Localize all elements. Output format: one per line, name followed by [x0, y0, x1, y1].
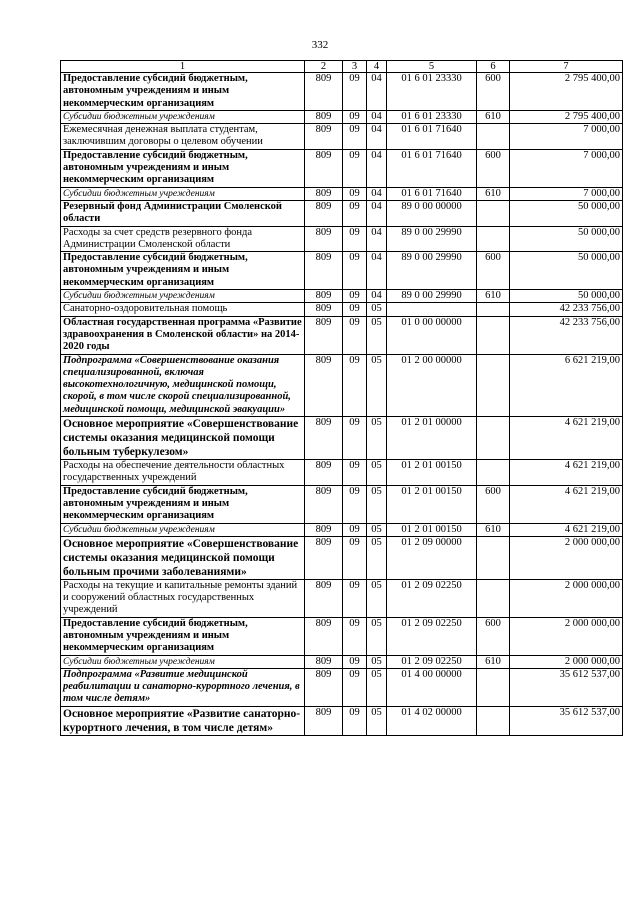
table-row — [61, 460, 623, 486]
row-col7-cell: 4 621 219,00 — [510, 485, 623, 523]
row-name-cell: Предоставление субсидий бюджетным, автономным учреждениям и иным некоммерческим организациям — [61, 252, 305, 290]
row-col6-cell: 600 — [477, 485, 510, 523]
row-col4-cell: 04 — [367, 124, 387, 150]
row-col2-cell: 809 — [305, 354, 343, 416]
row-col3-cell: 09 — [343, 226, 367, 252]
row-col7-cell: 2 000 000,00 — [510, 579, 623, 617]
row-col6-cell — [477, 417, 510, 460]
row-col2-cell: 809 — [305, 73, 343, 111]
row-col2-cell: 809 — [305, 303, 343, 316]
row-col6-cell: 600 — [477, 149, 510, 187]
row-col6-cell — [477, 354, 510, 416]
table-row — [61, 536, 623, 579]
row-col6-cell — [477, 316, 510, 354]
table-row — [61, 579, 623, 617]
table-row — [61, 655, 623, 668]
row-col2-cell: 809 — [305, 417, 343, 460]
row-col4-cell: 05 — [367, 706, 387, 735]
row-name-cell: Расходы за счет средств резервного фонда Администрации Смоленской области — [61, 226, 305, 252]
row-col6-cell: 600 — [477, 252, 510, 290]
table-row — [61, 316, 623, 354]
column-header: 2 — [305, 61, 343, 73]
row-col2-cell: 809 — [305, 668, 343, 706]
row-col2-cell: 809 — [305, 290, 343, 303]
row-col4-cell: 05 — [367, 460, 387, 486]
row-col4-cell: 04 — [367, 290, 387, 303]
row-col5-cell: 01 2 01 00150 — [387, 523, 477, 536]
table-row — [61, 124, 623, 150]
table-row — [61, 303, 623, 316]
row-col7-cell: 2 795 400,00 — [510, 73, 623, 111]
row-name-cell: Санаторно-оздоровительная помощь — [61, 303, 305, 316]
row-col5-cell: 01 2 01 00150 — [387, 485, 477, 523]
row-col2-cell: 809 — [305, 252, 343, 290]
row-name-cell: Расходы на текущие и капитальные ремонты зданий и сооружений областных государственных учреждений — [61, 579, 305, 617]
row-col6-cell — [477, 706, 510, 735]
row-col7-cell: 4 621 219,00 — [510, 460, 623, 486]
row-col5-cell: 01 6 01 71640 — [387, 124, 477, 150]
row-col7-cell: 42 233 756,00 — [510, 303, 623, 316]
row-col4-cell: 05 — [367, 523, 387, 536]
row-col7-cell: 2 000 000,00 — [510, 536, 623, 579]
row-col5-cell: 01 2 01 00150 — [387, 460, 477, 486]
row-col7-cell: 2 795 400,00 — [510, 110, 623, 123]
row-col3-cell: 09 — [343, 316, 367, 354]
row-col4-cell: 04 — [367, 73, 387, 111]
row-name-cell: Основное мероприятие «Совершенствование системы оказания медицинской помощи больным прочими заболеваниями» — [61, 536, 305, 579]
row-col7-cell: 50 000,00 — [510, 252, 623, 290]
row-col5-cell: 89 0 00 00000 — [387, 200, 477, 226]
row-col5-cell — [387, 303, 477, 316]
table-row — [61, 110, 623, 123]
table-row — [61, 417, 623, 460]
row-col4-cell: 05 — [367, 303, 387, 316]
row-name-cell: Основное мероприятие «Совершенствование системы оказания медицинской помощи больным туберкулезом» — [61, 417, 305, 460]
row-col3-cell: 09 — [343, 485, 367, 523]
row-col7-cell: 4 621 219,00 — [510, 417, 623, 460]
row-col4-cell: 05 — [367, 316, 387, 354]
row-col3-cell: 09 — [343, 579, 367, 617]
row-col2-cell: 809 — [305, 149, 343, 187]
row-col4-cell: 04 — [367, 149, 387, 187]
row-col6-cell — [477, 124, 510, 150]
row-col6-cell — [477, 226, 510, 252]
row-col6-cell: 610 — [477, 110, 510, 123]
row-col2-cell: 809 — [305, 579, 343, 617]
row-col2-cell: 809 — [305, 226, 343, 252]
row-col2-cell: 809 — [305, 110, 343, 123]
row-col7-cell: 2 000 000,00 — [510, 617, 623, 655]
row-col2-cell: 809 — [305, 655, 343, 668]
row-name-cell: Субсидии бюджетным учреждениям — [61, 523, 305, 536]
row-col7-cell: 4 621 219,00 — [510, 523, 623, 536]
row-col5-cell: 01 6 01 71640 — [387, 149, 477, 187]
row-col4-cell: 04 — [367, 110, 387, 123]
table-row — [61, 485, 623, 523]
row-col2-cell: 809 — [305, 523, 343, 536]
table-row — [61, 149, 623, 187]
row-name-cell: Расходы на обеспечение деятельности областных государственных учреждений — [61, 460, 305, 486]
row-col3-cell: 09 — [343, 668, 367, 706]
page-number: 332 — [311, 39, 329, 51]
table-row — [61, 187, 623, 200]
row-name-cell: Субсидии бюджетным учреждениям — [61, 110, 305, 123]
row-col6-cell: 600 — [477, 73, 510, 111]
row-col3-cell: 09 — [343, 536, 367, 579]
row-col2-cell: 809 — [305, 124, 343, 150]
row-col4-cell: 05 — [367, 617, 387, 655]
row-name-cell: Областная государственная программа «Развитие здравоохранения в Смоленской области» на 2014-2020 годы — [61, 316, 305, 354]
row-col3-cell: 09 — [343, 617, 367, 655]
row-col5-cell: 01 2 01 00000 — [387, 417, 477, 460]
row-col2-cell: 809 — [305, 460, 343, 486]
row-col2-cell: 809 — [305, 536, 343, 579]
row-col6-cell: 610 — [477, 290, 510, 303]
row-col2-cell: 809 — [305, 200, 343, 226]
table-row — [61, 523, 623, 536]
row-col6-cell — [477, 668, 510, 706]
table-row — [61, 354, 623, 416]
row-col4-cell: 05 — [367, 354, 387, 416]
row-name-cell: Предоставление субсидий бюджетным, автономным учреждениям и иным некоммерческим организациям — [61, 617, 305, 655]
row-col3-cell: 09 — [343, 706, 367, 735]
row-col3-cell: 09 — [343, 73, 367, 111]
row-col5-cell: 01 2 09 02250 — [387, 579, 477, 617]
table-row — [61, 200, 623, 226]
row-col3-cell: 09 — [343, 149, 367, 187]
row-col4-cell: 05 — [367, 579, 387, 617]
row-col4-cell: 05 — [367, 536, 387, 579]
row-name-cell: Подпрограмма «Совершенствование оказания специализированной, включая высокотехнологичную, медицинской помощи, скорой, в том числе скорой специализированной, медицинской помощи, медицинской эвакуации» — [61, 354, 305, 416]
row-col7-cell: 35 612 537,00 — [510, 706, 623, 735]
row-col7-cell: 7 000,00 — [510, 124, 623, 150]
row-col6-cell — [477, 536, 510, 579]
row-col5-cell: 01 6 01 23330 — [387, 110, 477, 123]
row-col4-cell: 04 — [367, 187, 387, 200]
row-name-cell: Субсидии бюджетным учреждениям — [61, 187, 305, 200]
row-name-cell: Субсидии бюджетным учреждениям — [61, 290, 305, 303]
row-col5-cell: 01 6 01 71640 — [387, 187, 477, 200]
row-name-cell: Ежемесячная денежная выплата студентам, заключившим договоры о целевом обучении — [61, 124, 305, 150]
row-col6-cell — [477, 200, 510, 226]
budget-table — [60, 60, 623, 736]
row-col6-cell: 610 — [477, 655, 510, 668]
column-header: 5 — [387, 61, 477, 73]
row-name-cell: Субсидии бюджетным учреждениям — [61, 655, 305, 668]
row-col4-cell: 04 — [367, 200, 387, 226]
row-col3-cell: 09 — [343, 523, 367, 536]
row-col3-cell: 09 — [343, 655, 367, 668]
row-col3-cell: 09 — [343, 187, 367, 200]
row-col7-cell: 50 000,00 — [510, 290, 623, 303]
row-col3-cell: 09 — [343, 124, 367, 150]
row-name-cell: Предоставление субсидий бюджетным, автономным учреждениям и иным некоммерческим организациям — [61, 73, 305, 111]
row-col5-cell: 01 2 00 00000 — [387, 354, 477, 416]
row-col7-cell: 35 612 537,00 — [510, 668, 623, 706]
row-col7-cell: 6 621 219,00 — [510, 354, 623, 416]
row-col5-cell: 01 4 00 00000 — [387, 668, 477, 706]
column-header: 4 — [367, 61, 387, 73]
row-col5-cell: 89 0 00 29990 — [387, 252, 477, 290]
row-col4-cell: 05 — [367, 417, 387, 460]
row-col2-cell: 809 — [305, 485, 343, 523]
row-name-cell: Резервный фонд Администрации Смоленской области — [61, 200, 305, 226]
row-col7-cell: 7 000,00 — [510, 149, 623, 187]
column-header: 6 — [477, 61, 510, 73]
row-col4-cell: 04 — [367, 226, 387, 252]
row-col3-cell: 09 — [343, 354, 367, 416]
row-col7-cell: 42 233 756,00 — [510, 316, 623, 354]
row-name-cell: Основное мероприятие «Развитие санаторно-курортного лечения, в том числе детям» — [61, 706, 305, 735]
column-header: 1 — [61, 61, 305, 73]
row-col3-cell: 09 — [343, 252, 367, 290]
row-col6-cell: 610 — [477, 523, 510, 536]
row-col5-cell: 01 4 02 00000 — [387, 706, 477, 735]
row-col3-cell: 09 — [343, 110, 367, 123]
row-col4-cell: 05 — [367, 655, 387, 668]
table-header-row — [61, 61, 623, 73]
row-col2-cell: 809 — [305, 617, 343, 655]
table-row — [61, 252, 623, 290]
row-col7-cell: 2 000 000,00 — [510, 655, 623, 668]
row-col7-cell: 50 000,00 — [510, 226, 623, 252]
row-col5-cell: 89 0 00 29990 — [387, 226, 477, 252]
row-col4-cell: 05 — [367, 485, 387, 523]
table-row — [61, 617, 623, 655]
row-col5-cell: 89 0 00 29990 — [387, 290, 477, 303]
row-name-cell: Предоставление субсидий бюджетным, автономным учреждениям и иным некоммерческим организациям — [61, 485, 305, 523]
row-col6-cell — [477, 579, 510, 617]
row-col2-cell: 809 — [305, 316, 343, 354]
row-col3-cell: 09 — [343, 200, 367, 226]
row-name-cell: Подпрограмма «Развитие медицинской реабилитации и санаторно-курортного лечения, в том числе детям» — [61, 668, 305, 706]
row-col4-cell: 04 — [367, 252, 387, 290]
row-col3-cell: 09 — [343, 460, 367, 486]
row-col6-cell: 610 — [477, 187, 510, 200]
table-row — [61, 73, 623, 111]
row-col5-cell: 01 2 09 02250 — [387, 655, 477, 668]
row-col3-cell: 09 — [343, 290, 367, 303]
row-col7-cell: 7 000,00 — [510, 187, 623, 200]
row-col5-cell: 01 0 00 00000 — [387, 316, 477, 354]
row-col7-cell: 50 000,00 — [510, 200, 623, 226]
table-row — [61, 668, 623, 706]
row-name-cell: Предоставление субсидий бюджетным, автономным учреждениям и иным некоммерческим организациям — [61, 149, 305, 187]
row-col2-cell: 809 — [305, 187, 343, 200]
row-col3-cell: 09 — [343, 303, 367, 316]
row-col2-cell: 809 — [305, 706, 343, 735]
column-header: 3 — [343, 61, 367, 73]
table-row — [61, 706, 623, 735]
row-col4-cell: 05 — [367, 668, 387, 706]
row-col6-cell — [477, 460, 510, 486]
column-header: 7 — [510, 61, 623, 73]
row-col5-cell: 01 2 09 00000 — [387, 536, 477, 579]
table-row — [61, 290, 623, 303]
table-row — [61, 226, 623, 252]
row-col6-cell — [477, 303, 510, 316]
row-col3-cell: 09 — [343, 417, 367, 460]
row-col5-cell: 01 6 01 23330 — [387, 73, 477, 111]
row-col5-cell: 01 2 09 02250 — [387, 617, 477, 655]
row-col6-cell: 600 — [477, 617, 510, 655]
